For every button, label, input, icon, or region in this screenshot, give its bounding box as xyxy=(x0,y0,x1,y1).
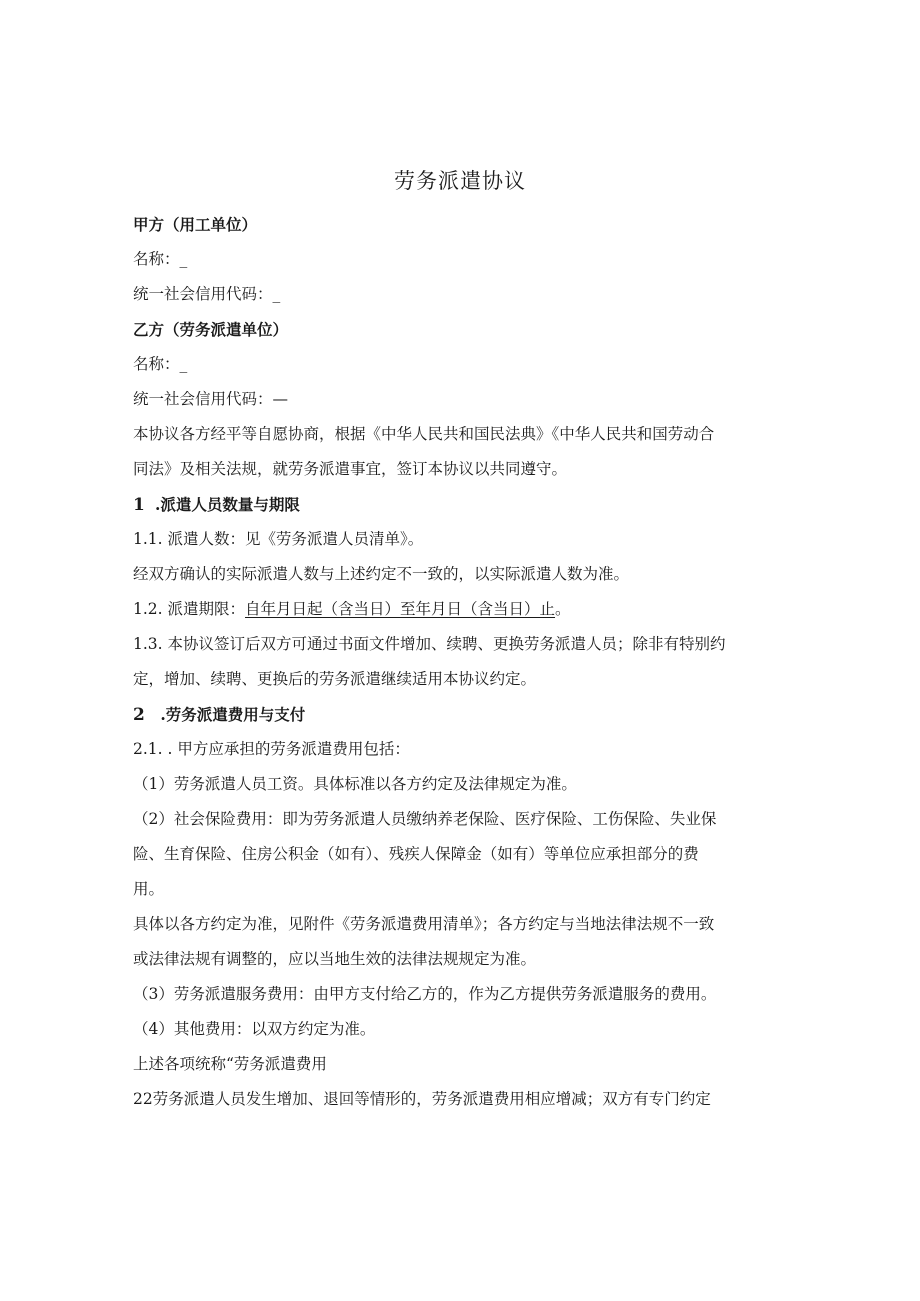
fee-item-4: （4）其他费用：以双方约定为准。 xyxy=(133,1020,376,1038)
clause-1-2-prefix: 1.2. 派遣期限： xyxy=(133,600,246,618)
clause-2-1: 2.1. . 甲方应承担的劳务派遣费用包括： xyxy=(133,740,410,758)
clause-1-1: 1.1. 派遣人数：见《劳务派遣人员清单》。 xyxy=(133,530,424,548)
preamble-line-2: 同法》及相关法规，就劳务派遣事宜，签订本协议以共同遵守。 xyxy=(133,460,568,478)
fee-item-1: （1）劳务派遣人员工资。具体标准以各方约定及法律规定为准。 xyxy=(133,775,577,793)
party-a-name: 名称：_ xyxy=(133,250,188,268)
party-a-credit-code: 统一社会信用代码：_ xyxy=(133,285,281,303)
section-2-heading xyxy=(133,697,793,732)
fee-note-line-2: 或法律法规有调整的，应以当地生效的法律法规规定为准。 xyxy=(133,950,537,968)
fee-item-3: （3）劳务派遣服务费用：由甲方支付给乙方的，作为乙方提供劳务派遣服务的费用。 xyxy=(133,985,717,1003)
clause-1-2-suffix: 。 xyxy=(555,600,571,618)
fee-item-2-line-3: 用。 xyxy=(133,880,165,898)
section-1-number: 1 xyxy=(133,495,145,515)
document-title: 劳务派遣协议 xyxy=(394,169,526,193)
party-b-credit-code: 统一社会信用代码：— xyxy=(133,390,289,408)
fee-item-2-line-1: （2）社会保险费用：即为劳务派遣人员缴纳养老保险、医疗保险、工伤保险、失业保 xyxy=(133,810,717,828)
section-2-title: .劳务派遣费用与支付 xyxy=(155,705,306,724)
section-2-number: 2 xyxy=(133,705,145,725)
party-b-heading: 乙方（劳务派遣单位） xyxy=(133,320,289,339)
clause-1-3-line-1: 1.3. 本协议签订后双方可通过书面文件增加、续聘、更换劳务派遣人员；除非有特别约 xyxy=(133,635,726,653)
party-b-name: 名称：_ xyxy=(133,355,188,373)
fee-summary: 上述各项统称“劳务派遣费用 xyxy=(133,1055,327,1073)
clause-1-2 xyxy=(133,592,793,627)
clause-1-2-term: 自年月日起（含当日）至年月日（含当日）止 xyxy=(245,600,556,618)
section-1-title: .派遣人员数量与期限 xyxy=(155,495,300,514)
party-a-heading: 甲方（用工单位） xyxy=(133,215,258,234)
clause-2-2: 22劳务派遣人员发生增加、退回等情形的，劳务派遣费用相应增减；双方有专门约定 xyxy=(133,1090,711,1108)
section-1-heading xyxy=(133,487,793,522)
fee-item-2-line-2: 险、生育保险、住房公积金（如有）、残疾人保障金（如有）等单位应承担部分的费 xyxy=(133,845,699,863)
fee-note-line-1: 具体以各方约定为准，见附件《劳务派遣费用清单》；各方约定与当地法律法规不一致 xyxy=(133,915,715,933)
preamble-line-1: 本协议各方经平等自愿协商，根据《中华人民共和国民法典》《中华人民共和国劳动合 xyxy=(133,425,715,443)
clause-1-3-line-2: 定，增加、续聘、更换后的劳务派遣继续适用本协议约定。 xyxy=(133,670,537,688)
document-body xyxy=(133,207,793,1117)
clause-1-1-note: 经双方确认的实际派遣人数与上述约定不一致的，以实际派遣人数为准。 xyxy=(133,565,630,583)
